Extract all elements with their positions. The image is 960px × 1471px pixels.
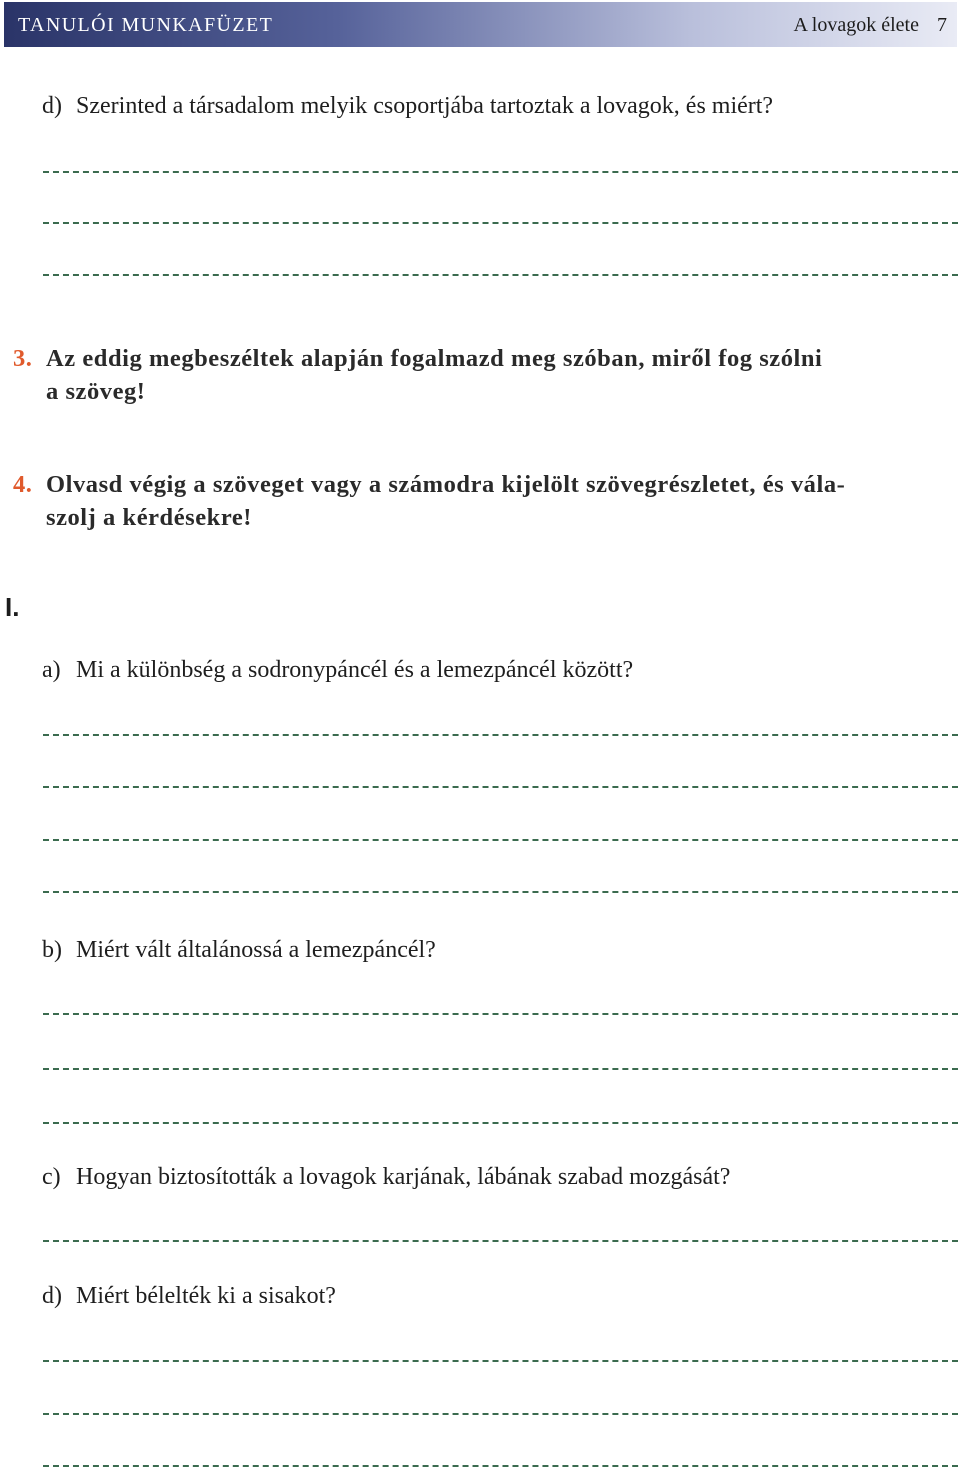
- question-a: [42, 654, 633, 686]
- task-line: a szöveg!: [46, 378, 146, 405]
- page-header: [4, 2, 957, 47]
- answer-line[interactable]: [43, 1013, 958, 1015]
- answer-line[interactable]: [43, 1068, 958, 1070]
- chapter-title: [793, 14, 947, 37]
- question-b: [42, 934, 436, 966]
- question-text: Mi a különbség a sodronypáncél és a lemezpáncél között?: [76, 657, 634, 683]
- task-number: 3.: [13, 345, 33, 372]
- answer-line[interactable]: [43, 274, 958, 276]
- question-text: Hogyan biztosították a lovagok karjának, lábának szabad mozgását?: [76, 1164, 731, 1190]
- answer-line[interactable]: [43, 1122, 958, 1124]
- question-text: Szerinted a társadalom melyik csoportjába tartoztak a lovagok, és miért?: [76, 93, 774, 119]
- question-label: d): [42, 1283, 62, 1309]
- answer-line[interactable]: [43, 786, 958, 788]
- task-3: [13, 342, 955, 408]
- section-number: I.: [5, 592, 20, 622]
- question-label: d): [42, 93, 62, 119]
- question-d: [42, 1280, 336, 1312]
- answer-line[interactable]: [43, 1465, 958, 1467]
- task-4: [13, 468, 955, 534]
- question-c: [42, 1161, 730, 1193]
- question-label: b): [42, 937, 62, 963]
- task-text: Az eddig megbeszéltek alapján fogalmazd meg szóban, miről fog szólni: [46, 345, 823, 372]
- question-prev-d: [42, 90, 773, 122]
- task-text: Olvasd végig a szöveget vagy a számodra kijelölt szövegrészletet, és vála-: [46, 471, 846, 498]
- chapter-name: A lovagok élete: [793, 14, 919, 36]
- question-label: c): [42, 1164, 61, 1190]
- answer-line[interactable]: [43, 1360, 958, 1362]
- page-number: 7: [937, 14, 947, 36]
- answer-line[interactable]: [43, 734, 958, 736]
- question-label: a): [42, 657, 61, 683]
- answer-line[interactable]: [43, 891, 958, 893]
- question-text: Miért vált általánossá a lemezpáncél?: [76, 937, 436, 963]
- answer-line[interactable]: [43, 1413, 958, 1415]
- task-line: szolj a kérdésekre!: [46, 504, 252, 531]
- task-line: [13, 468, 955, 501]
- answer-line[interactable]: [43, 222, 958, 224]
- answer-line[interactable]: [43, 171, 958, 173]
- workbook-title: TANULÓI MUNKAFÜZET: [18, 14, 274, 36]
- question-text: Miért bélelték ki a sisakot?: [76, 1283, 336, 1309]
- task-line: [13, 342, 955, 375]
- task-number: 4.: [13, 471, 33, 498]
- answer-line[interactable]: [43, 839, 958, 841]
- answer-line[interactable]: [43, 1240, 958, 1242]
